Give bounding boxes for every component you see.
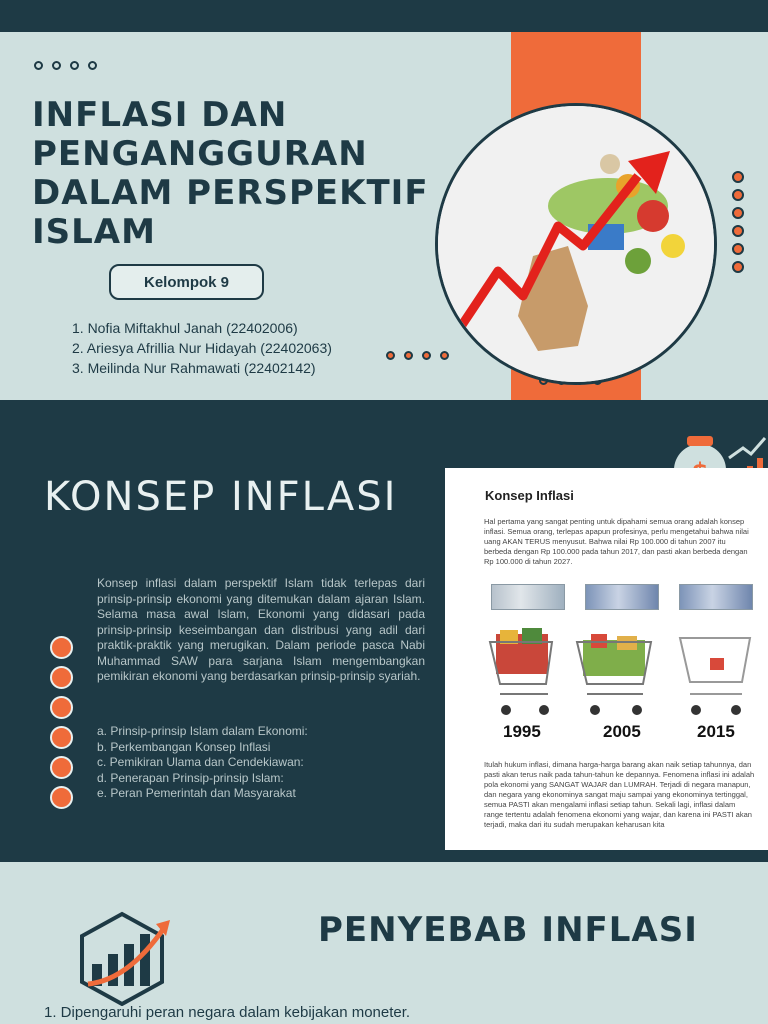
- dot: [440, 351, 449, 360]
- decor-dots-middle: [386, 351, 449, 360]
- konsep-paragraph: Konsep inflasi dalam perspektif Islam tidak terlepas dari prinsip-prinsip ekonomi yang ditemukan dalam ajaran Islam. Selama masa awal Islam, Ekonomi yang didasari pada prinsip-prinsip keseimbangan dan distribusi yang adil dari praktik-praktik yang merugikan. Dalam periode pasca Nabi Muhammad SAW para sarjana Islam mengembangkan pemikiran ekonomi yang berdasarkan prinsip-prinsip syariah.: [97, 576, 425, 683]
- cart-icon: [676, 628, 756, 722]
- dot: [422, 351, 431, 360]
- dot: [52, 61, 61, 70]
- decor-dots-right: [732, 171, 744, 273]
- top-bar: [0, 0, 768, 32]
- member-item: 1. Nofia Miftakhul Janah (22402006): [72, 320, 298, 336]
- article-paragraph-1: Hal pertama yang sangat penting untuk dipahami semua orang adalah konsep inflasi. Semua orang, terlepas apapun profesinya, perlu mengetahui bahwa nilai uang AKAN TERUS menyusut. Bahwa nilai Rp 100.000 di tahun 2007 itu berbeda dengan Rp 100.000 pada tahun 2017, dan pasti akan berbeda dengan Rp 100.000 di tahun 2027.: [484, 517, 749, 566]
- decor-dots-top-left: [34, 61, 97, 70]
- dot: [70, 61, 79, 70]
- banknote-image: [679, 584, 753, 610]
- subtopic-item: d. Penerapan Prinsip-prinsip Islam:: [97, 770, 284, 785]
- rising-prices-graphic: [438, 106, 714, 382]
- dot: [732, 243, 744, 255]
- cart-icon: [573, 628, 659, 722]
- dot: [732, 261, 744, 273]
- dot: [404, 351, 413, 360]
- inflation-illustration: [435, 103, 717, 385]
- banknote-image: [491, 584, 565, 610]
- penyebab-title: PENYEBAB INFLASI: [318, 910, 698, 950]
- dot: [34, 61, 43, 70]
- bullet-dot: [50, 666, 73, 689]
- dot: [386, 351, 395, 360]
- dot: [732, 225, 744, 237]
- group-label: Kelompok 9: [109, 264, 264, 300]
- member-item: 3. Meilinda Nur Rahmawati (22402142): [72, 360, 316, 376]
- dot: [732, 207, 744, 219]
- konsep-subtopics: [97, 724, 308, 802]
- article-paragraph-2: Itulah hukum inflasi, dimana harga-harga barang akan naik setiap tahunnya, dan pasti akan terus naik pada tahun-tahun ke depannya. Fenomena inflasi ini adalah pola ekonomi yang SANGAT WAJAR dan LUMRAH. Terjadi di negara manapun, dan negara yang ekonominya sangat maju sampai yang ekonominya tertinggal, semua PASTI akan mengalami inflasi setiap tahun. Sekali lagi, inflasi dalam range tertentu adalah fenomena ekonomi yang wajar, dan karena ini PASTI akan terjadi, maka dari itu sudah merupakan keharusan kita: [484, 760, 755, 829]
- year-label: 1995: [503, 722, 541, 741]
- dot: [732, 171, 744, 183]
- bullet-dot: [50, 786, 73, 809]
- member-item: 2. Ariesya Afrillia Nur Hidayah (22402063): [72, 340, 332, 356]
- member-list: [72, 318, 332, 378]
- subtopic-item: a. Prinsip-prinsip Islam dalam Ekonomi:: [97, 724, 308, 738]
- year-label: 2005: [603, 722, 641, 741]
- bullet-decor: [50, 636, 73, 809]
- subtopic-item: e. Peran Pemerintah dan Masyarakat: [97, 786, 296, 800]
- banknote-image: [585, 584, 659, 610]
- slide-title: INFLASI DAN PENGANGGURAN DALAM PERSPEKTIF ISLAM: [32, 95, 429, 252]
- dot: [88, 61, 97, 70]
- cart-icon: [486, 628, 562, 722]
- bullet-dot: [50, 756, 73, 779]
- year-label: 2015: [697, 722, 735, 741]
- konsep-title: KONSEP INFLASI: [44, 474, 398, 520]
- dot: [732, 189, 744, 201]
- article-title: Konsep Inflasi: [485, 488, 574, 503]
- subtopic-item: c. Pemikiran Ulama dan Cendekiawan:: [97, 755, 304, 769]
- penyebab-item: 1. Dipengaruhi peran negara dalam kebijakan moneter.: [44, 1004, 411, 1021]
- growth-chart-icon: [78, 910, 174, 1010]
- subtopic-item: b. Perkembangan Konsep Inflasi: [97, 739, 271, 754]
- bullet-dot: [50, 726, 73, 749]
- bullet-dot: [50, 636, 73, 659]
- bullet-dot: [50, 696, 73, 719]
